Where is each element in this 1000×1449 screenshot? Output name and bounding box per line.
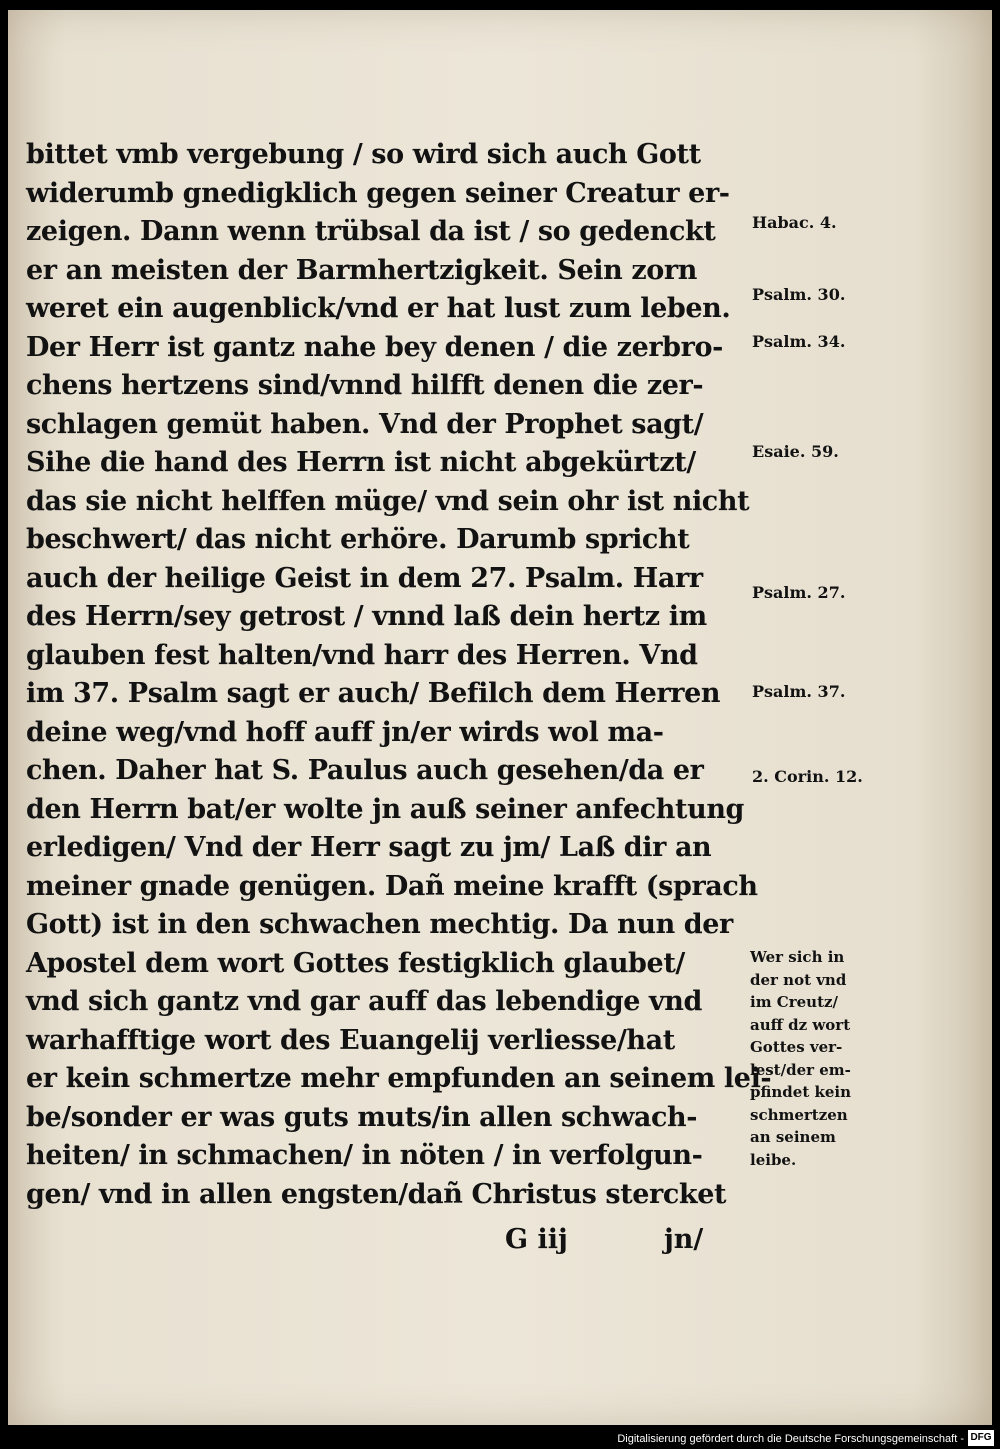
catchword: jn/: [664, 1224, 704, 1255]
side-note-line: Gottes ver-: [750, 1038, 843, 1056]
text-line: schlagen gemüt haben. Vnd der Prophet sagt/: [26, 408, 704, 440]
text-line: beschwert/ das nicht erhöre. Darumb spricht: [26, 524, 690, 555]
text-line: gen/ vnd in allen engsten/dañ Christus stercket: [26, 1178, 727, 1210]
signature-mark: G iij: [505, 1224, 568, 1255]
text-line: des Herrn/sey getrost / vnnd laß dein hertz im: [26, 601, 707, 632]
text-line: chens hertzens sind/vnnd hilfft denen die zer-: [26, 370, 704, 401]
margin-ref: Esaie. 59.: [752, 442, 839, 461]
margin-ref: Psalm. 37.: [752, 682, 846, 701]
text-line: widerumb gnedigklich gegen seiner Creatur er-: [26, 177, 730, 209]
text-line: heiten/ in schmachen/ in nöten / in verfolgun-: [26, 1140, 703, 1171]
side-note: [750, 946, 880, 1171]
text-line: bittet vmb vergebung / so wird sich auch Gott: [26, 139, 701, 170]
text-line: warhafftige wort des Euangelij verliesse/hat: [26, 1024, 675, 1056]
text-line: Der Herr ist gantz nahe bey denen / die zerbro-: [26, 331, 723, 363]
margin-ref: Habac. 4.: [752, 213, 837, 232]
margin-ref: Psalm. 27.: [752, 583, 846, 602]
text-line: den Herrn bat/er wolte jn auß seiner anfechtung: [26, 793, 745, 825]
text-line: weret ein augenblick/vnd er hat lust zum leben.: [26, 293, 731, 324]
side-note-line: leibe.: [750, 1150, 797, 1169]
side-note-line: pfindet kein: [750, 1083, 852, 1101]
text-line: vnd sich gantz vnd gar auff das lebendige vnd: [26, 986, 702, 1017]
text-line: Gott) ist in den schwachen mechtig. Da nun der: [26, 909, 733, 940]
text-line: Apostel dem wort Gottes festigklich glaubet/: [26, 947, 685, 979]
text-line: deine weg/vnd hoff auff jn/er wirds wol ma-: [26, 716, 664, 748]
text-line: er an meisten der Barmhertzigkeit. Sein zorn: [26, 254, 697, 286]
text-line: be/sonder er was guts muts/in allen schwach-: [26, 1101, 698, 1133]
side-note-line: an seinem: [750, 1128, 836, 1146]
side-note-line: der not vnd: [750, 970, 847, 989]
text-line: glauben fest halten/vnd harr des Herren. Vnd: [26, 639, 698, 671]
text-line: chen. Daher hat S. Paulus auch gesehen/da er: [26, 755, 704, 786]
side-note-line: auff dz wort: [750, 1015, 851, 1034]
text-line: auch der heilige Geist in dem 27. Psalm. Harr: [26, 562, 703, 594]
text-line: erledigen/ Vnd der Herr sagt zu jm/ Laß dir an: [26, 832, 712, 863]
scanned-page: [8, 10, 992, 1425]
margin-ref: Psalm. 34.: [752, 332, 846, 351]
side-note-line: im Creutz/: [750, 993, 839, 1011]
margin-ref: 2. Corin. 12.: [752, 767, 863, 786]
margin-ref: Psalm. 30.: [752, 285, 846, 304]
text-line: das sie nicht helffen müge/ vnd sein ohr ist nicht: [26, 485, 750, 517]
funding-credit: Digitalisierung gefördert durch die Deutsche Forschungsgemeinschaft -: [617, 1433, 964, 1445]
text-line: Sihe die hand des Herrn ist nicht abgekürtzt/: [26, 447, 696, 478]
side-note-line: schmertzen: [750, 1105, 848, 1124]
text-line: meiner gnade genügen. Dañ meine krafft (sprach: [26, 870, 758, 902]
side-note-line: Wer sich in: [750, 948, 845, 966]
text-line: im 37. Psalm sagt er auch/ Befilch dem Herren: [26, 678, 721, 709]
body-text: [26, 136, 772, 1214]
text-line: zeigen. Dann wenn trübsal da ist / so gedenckt: [26, 216, 716, 247]
text-line: er kein schmertze mehr empfunden an seinem lei-: [26, 1063, 772, 1094]
side-note-line: lest/der em-: [750, 1060, 851, 1079]
dfg-logo: DFG: [968, 1430, 994, 1446]
